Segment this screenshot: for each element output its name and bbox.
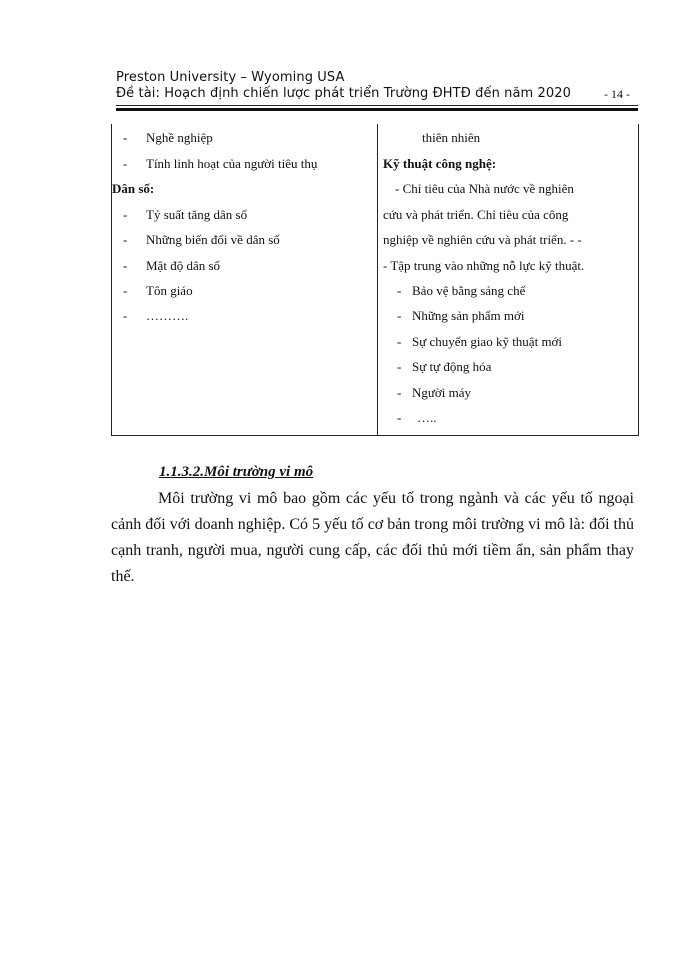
left-dash: -	[123, 130, 128, 145]
right-item: Bảo vệ bằng sáng chế	[412, 283, 526, 298]
left-item: Tỷ suất tăng dân số	[146, 207, 248, 222]
left-item: Nghề nghiệp	[146, 130, 213, 145]
right-dash: -	[397, 359, 402, 374]
right-para-line: - Chỉ tiêu của Nhà nước về nghiên	[395, 181, 574, 196]
left-dash: -	[123, 258, 128, 273]
section-heading-text: 1.1.3.2.Môi trường vi mô	[159, 464, 314, 480]
right-item: Sự tự động hóa	[412, 359, 492, 374]
left-item: Tôn giáo	[146, 283, 193, 298]
right-item: Người máy	[412, 385, 472, 400]
left-dash: -	[123, 207, 128, 222]
header-rule-thick	[116, 108, 638, 111]
right-para-line: nghiệp về nghiên cứu và phát triển. - -	[383, 232, 582, 247]
right-dash: -	[397, 334, 402, 349]
section-paragraph: Môi trường vi mô bao gồm các yếu tố trong ngành và các yếu tố ngoại cảnh đối với doanh nghiệp. Có 5 yếu tố cơ bản trong môi trường vi mô là: đối thủ cạnh tranh, người mua, người cung cấp, các đối thủ mới tiềm ẩn, sản phẩm thay thế.	[111, 490, 634, 585]
left-item: Tính linh hoạt của người tiêu thụ	[146, 156, 318, 171]
right-dash: -	[397, 410, 402, 425]
factors-table	[111, 124, 639, 436]
header-topic: Đề tài: Hoạch định chiến lược phát triển Trường ĐHTĐ đến năm 2020	[116, 86, 572, 101]
left-item: Những biến đổi về dân số	[146, 232, 280, 247]
table-column-divider	[377, 124, 378, 435]
right-item: Sự chuyển giao kỹ thuật mới	[412, 334, 563, 349]
left-dash: -	[123, 308, 128, 323]
right-para-line: cứu và phát triển. Chỉ tiêu của công	[383, 207, 569, 222]
left-dash: -	[123, 283, 128, 298]
left-item: Mật độ dân số	[146, 258, 221, 273]
header-rule-thin	[116, 105, 638, 106]
left-item: ……….	[146, 308, 189, 323]
header-university: Preston University – Wyoming USA	[116, 70, 345, 85]
right-dash: -	[397, 308, 402, 323]
right-dash: -	[397, 385, 402, 400]
left-dash: -	[123, 156, 128, 171]
section-body	[111, 486, 634, 590]
right-item: …..	[417, 410, 437, 425]
right-continuation: thiên nhiên	[422, 130, 481, 145]
right-item: Những sản phẩm mới	[412, 308, 525, 323]
left-dash: -	[123, 232, 128, 247]
right-para-line: - Tập trung vào những nỗ lực kỹ thuật.	[383, 258, 585, 273]
right-dash: -	[397, 283, 402, 298]
page-number: - 14 -	[604, 87, 630, 101]
left-heading-population: Dân số:	[112, 181, 155, 196]
right-heading-technology: Kỹ thuật công nghệ:	[383, 156, 497, 171]
section-heading	[159, 464, 313, 481]
